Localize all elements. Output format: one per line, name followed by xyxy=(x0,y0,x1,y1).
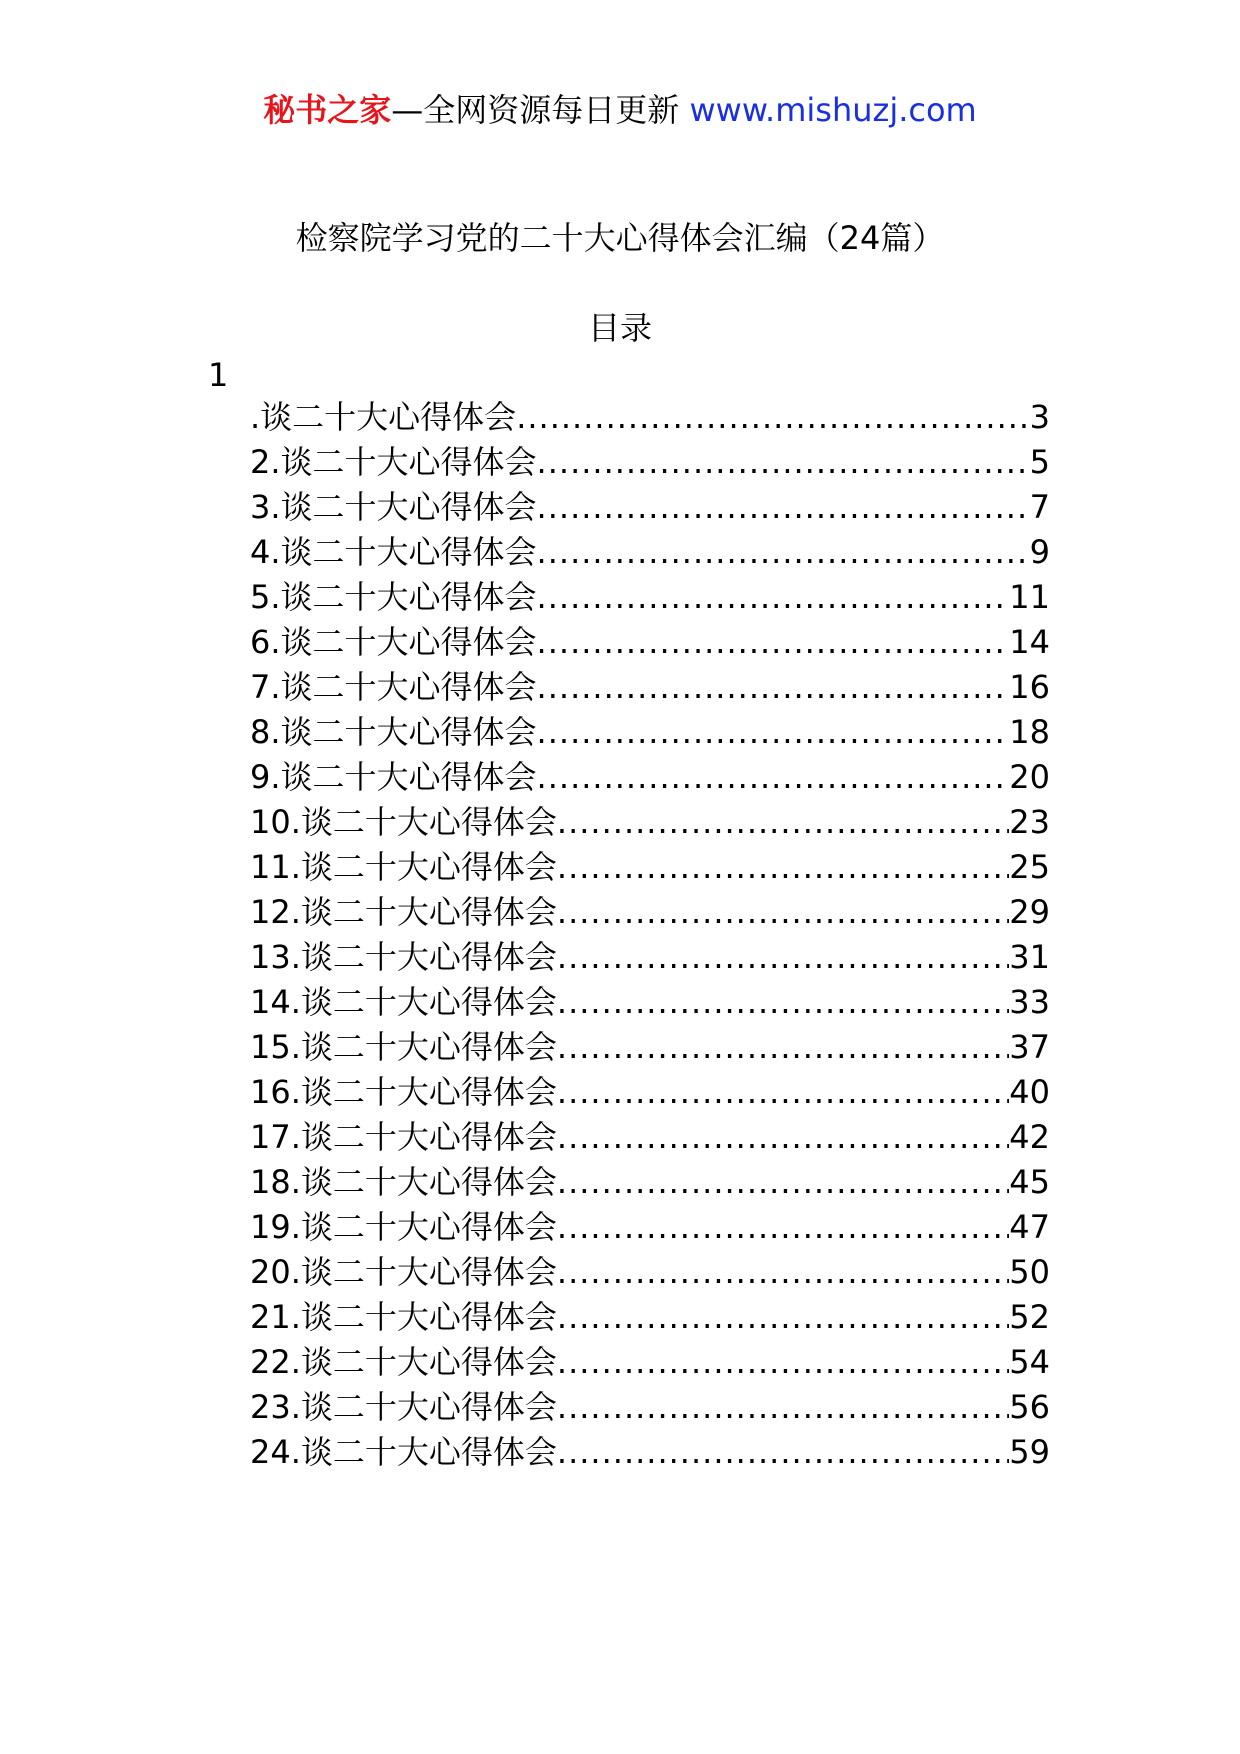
toc-dot-leader xyxy=(557,1430,1009,1475)
toc-item[interactable] xyxy=(250,665,1050,710)
toc-item-label: 11.谈二十大心得体会 xyxy=(250,848,557,886)
toc-dot-leader xyxy=(557,800,1009,845)
toc-item[interactable] xyxy=(250,1160,1050,1205)
toc-item-page-number: 14 xyxy=(1009,623,1050,661)
toc-dot-leader xyxy=(557,890,1009,935)
toc-dot-leader xyxy=(537,440,1030,485)
toc-item-page-number: 56 xyxy=(1009,1388,1050,1426)
toc-item-page-number: 3 xyxy=(1029,398,1050,436)
toc-item[interactable] xyxy=(250,530,1050,575)
toc-dot-leader xyxy=(537,485,1030,530)
toc-item-page-number: 23 xyxy=(1009,803,1050,841)
toc-item[interactable] xyxy=(250,1250,1050,1295)
header-tagline: —全网资源每日更新 xyxy=(391,91,690,129)
toc-dot-leader xyxy=(537,665,1010,710)
toc-item-label: 13.谈二十大心得体会 xyxy=(250,938,557,976)
toc-item-label: 12.谈二十大心得体会 xyxy=(250,893,557,931)
toc-dot-leader xyxy=(537,710,1010,755)
toc-item[interactable] xyxy=(250,845,1050,890)
toc-item[interactable] xyxy=(250,980,1050,1025)
toc-item-page-number: 5 xyxy=(1029,443,1050,481)
toc-item[interactable] xyxy=(250,710,1050,755)
brand-name: 秘书之家 xyxy=(263,91,392,129)
toc-item[interactable] xyxy=(250,800,1050,845)
toc-item-label: 22.谈二十大心得体会 xyxy=(250,1343,557,1381)
toc-item-label: 10.谈二十大心得体会 xyxy=(250,803,557,841)
toc-item-label: 18.谈二十大心得体会 xyxy=(250,1163,557,1201)
toc-item[interactable] xyxy=(250,1385,1050,1430)
toc-item-label: .谈二十大心得体会 xyxy=(250,398,517,436)
toc-item[interactable] xyxy=(250,395,1050,440)
toc-item[interactable] xyxy=(250,575,1050,620)
toc-dot-leader xyxy=(537,530,1030,575)
toc-item[interactable] xyxy=(250,1430,1050,1475)
toc-item-label: 24.谈二十大心得体会 xyxy=(250,1433,557,1471)
toc-item-label: 8.谈二十大心得体会 xyxy=(250,713,537,751)
toc-item-page-number: 25 xyxy=(1009,848,1050,886)
toc-dot-leader xyxy=(557,845,1009,890)
toc-dot-leader xyxy=(516,395,1029,440)
toc-item-page-number: 47 xyxy=(1009,1208,1050,1246)
toc-dot-leader xyxy=(557,1070,1009,1115)
toc-item-label: 3.谈二十大心得体会 xyxy=(250,488,537,526)
toc-dot-leader xyxy=(557,1340,1009,1385)
toc-dot-leader xyxy=(557,1250,1009,1295)
site-url-link[interactable]: www.mishuzj.com xyxy=(689,91,977,129)
toc-dot-leader xyxy=(537,575,1010,620)
toc-item-page-number: 52 xyxy=(1009,1298,1050,1336)
toc-item-page-number: 42 xyxy=(1009,1118,1050,1156)
toc-item-page-number: 9 xyxy=(1029,533,1050,571)
document-title: 检察院学习党的二十大心得体会汇编（24篇） xyxy=(295,219,945,257)
toc-item-label: 23.谈二十大心得体会 xyxy=(250,1388,557,1426)
toc-item-page-number: 54 xyxy=(1009,1343,1050,1381)
toc-item-page-number: 18 xyxy=(1009,713,1050,751)
toc-item-page-number: 59 xyxy=(1009,1433,1050,1471)
toc-item[interactable] xyxy=(250,1025,1050,1070)
toc-dot-leader xyxy=(557,1205,1009,1250)
toc-item[interactable] xyxy=(250,755,1050,800)
toc-item-label: 17.谈二十大心得体会 xyxy=(250,1118,557,1156)
toc-item[interactable] xyxy=(250,1205,1050,1250)
toc-dot-leader xyxy=(557,980,1009,1025)
toc-item[interactable] xyxy=(250,620,1050,665)
toc-item-label: 16.谈二十大心得体会 xyxy=(250,1073,557,1111)
toc-item-page-number: 50 xyxy=(1009,1253,1050,1291)
toc-item[interactable] xyxy=(250,1115,1050,1160)
toc-item[interactable] xyxy=(250,1340,1050,1385)
toc-dot-leader xyxy=(557,1160,1009,1205)
toc-item-label: 6.谈二十大心得体会 xyxy=(250,623,537,661)
toc-dot-leader xyxy=(537,620,1010,665)
toc-item-page-number: 33 xyxy=(1009,983,1050,1021)
toc-item-label: 20.谈二十大心得体会 xyxy=(250,1253,557,1291)
toc-item-label: 14.谈二十大心得体会 xyxy=(250,983,557,1021)
toc-dot-leader xyxy=(557,1115,1009,1160)
toc-item-label: 15.谈二十大心得体会 xyxy=(250,1028,557,1066)
toc-item-label: 21.谈二十大心得体会 xyxy=(250,1298,557,1336)
toc-item[interactable] xyxy=(250,1295,1050,1340)
toc-dot-leader xyxy=(557,1295,1009,1340)
toc-item-label: 5.谈二十大心得体会 xyxy=(250,578,537,616)
table-of-contents xyxy=(250,395,1050,1475)
toc-dot-leader xyxy=(557,1025,1009,1070)
toc-item[interactable] xyxy=(250,890,1050,935)
toc-item-page-number: 11 xyxy=(1009,578,1050,616)
toc-item-label: 7.谈二十大心得体会 xyxy=(250,668,537,706)
toc-item[interactable] xyxy=(250,440,1050,485)
toc-item-label: 2.谈二十大心得体会 xyxy=(250,443,537,481)
stray-line-number: 1 xyxy=(208,356,229,394)
toc-dot-leader xyxy=(537,755,1010,800)
toc-item-page-number: 31 xyxy=(1009,938,1050,976)
toc-item-page-number: 16 xyxy=(1009,668,1050,706)
toc-dot-leader xyxy=(557,1385,1009,1430)
toc-item[interactable] xyxy=(250,485,1050,530)
toc-item-label: 4.谈二十大心得体会 xyxy=(250,533,537,571)
toc-heading: 目录 xyxy=(587,309,652,347)
toc-item-page-number: 37 xyxy=(1009,1028,1050,1066)
toc-item-page-number: 45 xyxy=(1009,1163,1050,1201)
site-header xyxy=(0,88,1240,133)
toc-item[interactable] xyxy=(250,935,1050,980)
toc-item[interactable] xyxy=(250,1070,1050,1115)
toc-item-page-number: 40 xyxy=(1009,1073,1050,1111)
toc-item-page-number: 29 xyxy=(1009,893,1050,931)
toc-item-page-number: 7 xyxy=(1029,488,1050,526)
toc-item-page-number: 20 xyxy=(1009,758,1050,796)
toc-dot-leader xyxy=(557,935,1009,980)
toc-item-label: 19.谈二十大心得体会 xyxy=(250,1208,557,1246)
toc-item-label: 9.谈二十大心得体会 xyxy=(250,758,537,796)
